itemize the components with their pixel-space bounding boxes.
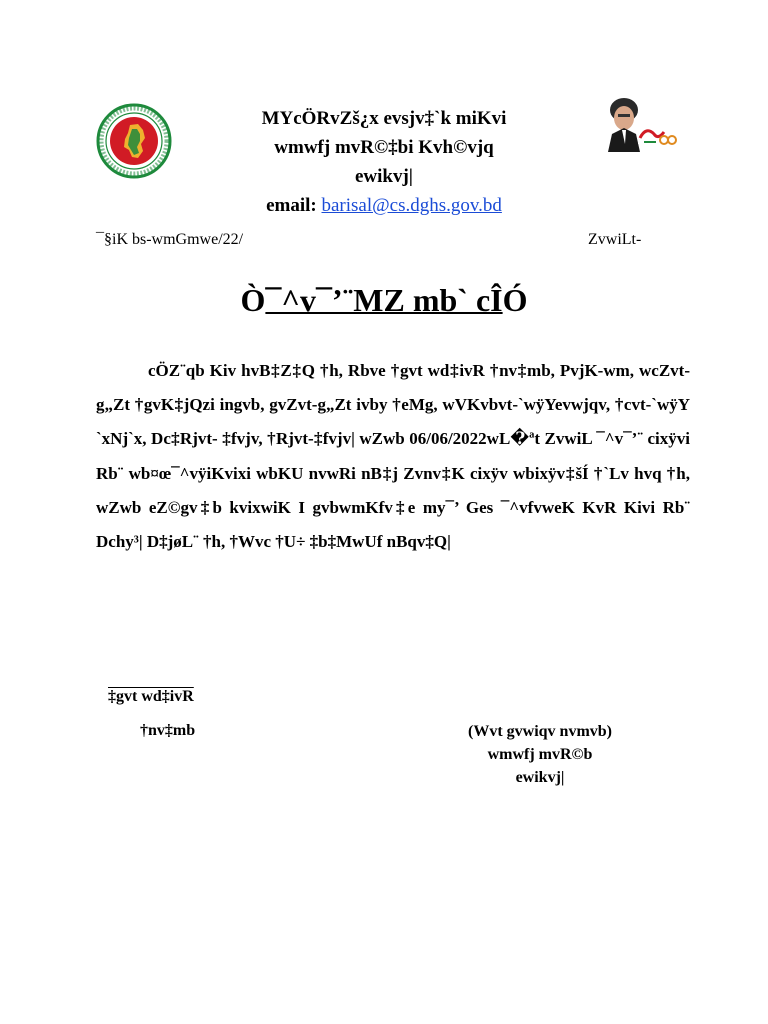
email-line [200,191,568,220]
date-label: ZvwiLt- [588,231,642,248]
letterhead-line-3: ewikvj| [354,166,413,187]
portrait-logo-icon [600,94,680,154]
signature-left [108,680,195,748]
government-seal-icon [96,103,172,179]
title-suffix: Ó [502,282,528,318]
signature-left-line-1: ‡gvt wd‡ivR [108,688,194,705]
signature-right-line-3: ewikvj| [515,769,565,786]
title-text: ¯^v¯’¨MZ mb` cÎ [265,282,503,318]
signature-right [440,720,640,789]
certificate-body: cÖZ¨qb Kiv hvB‡Z‡Q †h, Rbve †gvt wd‡ivR †nv‡mb, PvjK-wm, wcZvt-g„Zt †gvK‡jQzi ingvb, gvZvt-g„Zt ivby †eMg, wVKvbvt-`wÿYevwjqv, †cvt-`wÿY `xNj`x, Dc‡Rjvt- ‡fvjv, †Rjvt-‡fvjv| wZwb 06/06/2022wL�ªt ZvwiL ¯^v¯’¨ cixÿvi Rb¨ wb¤œ¯^vÿiKvixi wbKU nvwRi nB‡j Zvnv‡K cixÿv wbixÿv‡šÍ †`Lv hvq †h, wZwb eZ©gv‡b kvixwiK I gvbwmKfv‡e my¯’ Ges ¯^vfvweK KvR Kivi Rb¨ Dchy³| D‡jøL¨ †h, †Wvc †U÷ ‡b‡MwUf nBqv‡Q| [96,361,690,552]
email-label: email: [266,195,317,216]
letterhead-line-2: wmwfj mvR©‡bi Kvh©vjq [274,137,494,158]
document-title [0,282,768,319]
letterhead-line-1: MYcÖRvZš¿x evsjv‡`k miKvi [261,108,507,129]
signature-right-line-1: (Wvt gvwiqv nvmvb) [467,723,612,740]
letterhead [200,104,568,220]
signature-right-line-2: wmwfj mvR©b [487,746,593,763]
memo-number: ¯§iK bs-wmGmwe/22/ [96,231,244,248]
signature-left-line-2: †nv‡mb [140,722,196,739]
email-link[interactable]: barisal@cs.dghs.gov.bd [321,195,502,216]
title-prefix: Ò [240,282,266,318]
